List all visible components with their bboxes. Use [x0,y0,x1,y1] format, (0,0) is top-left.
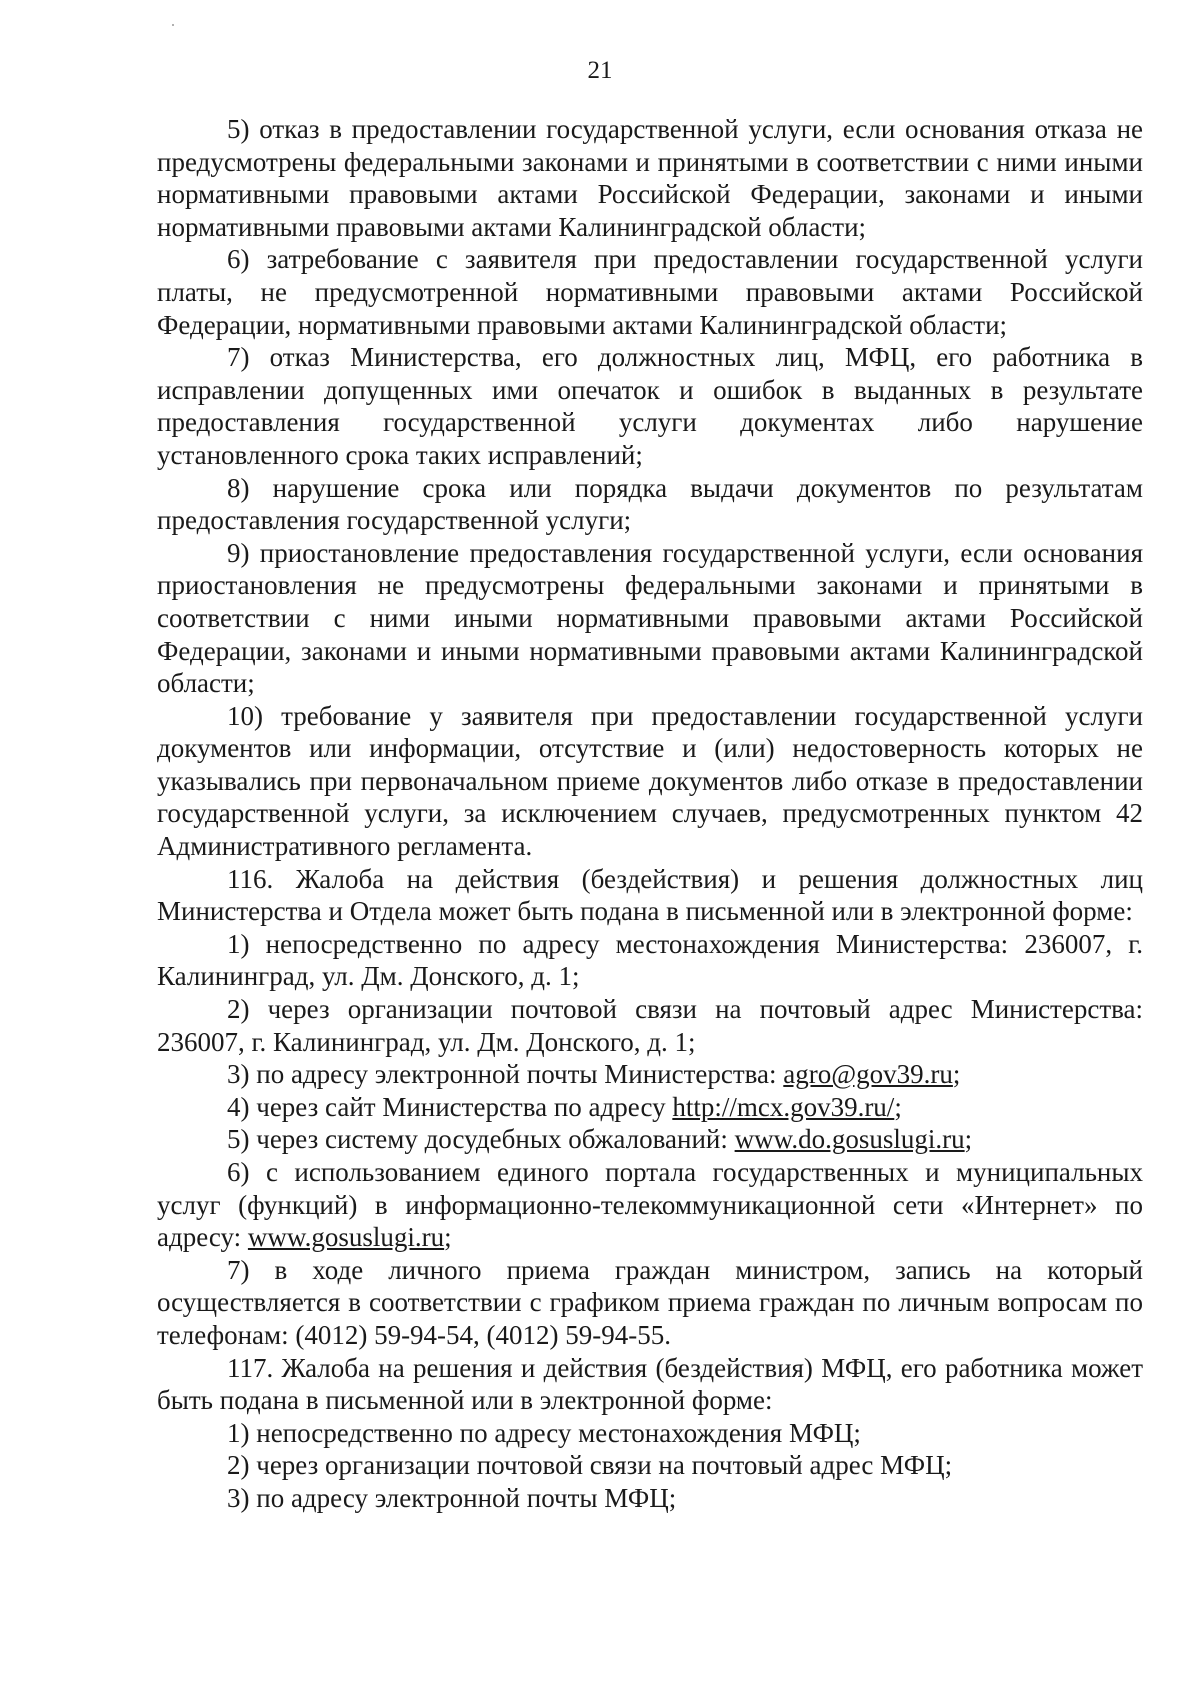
paragraph-text: 2) через организации почтовой связи на почтовый адрес МФЦ; [227,1450,953,1481]
paragraph-text: 116. Жалоба на действия (бездействия) и решения должностных лиц Министерства и Отдела может быть подана в письменной или в электронной форме: [157,863,1143,927]
paragraph-116-item-6 [157,1156,1143,1254]
paragraph-text: 2) через организации почтовой связи на почтовый адрес Министерства: 236007, г. Калининград, ул. Дм. Донского, д. 1; [157,994,1143,1057]
do-gosuslugi-link[interactable]: www.do.gosuslugi.ru [734,1124,965,1155]
paragraph-117-item-2 [157,1449,1143,1482]
gosuslugi-link[interactable]: www.gosuslugi.ru [247,1222,445,1253]
paragraph-suffix: ; [444,1222,452,1253]
website-link[interactable]: http://mcx.gov39.ru/ [672,1091,895,1122]
email-link[interactable]: agro@gov39.ru [783,1059,953,1090]
paragraph-117-item-3 [157,1482,1143,1515]
paragraph-suffix: ; [952,1059,961,1090]
paragraph-item-10 [157,700,1143,863]
paragraph-text: 3) по адресу электронной почты МФЦ; [227,1482,677,1513]
paragraph-text: 8) нарушение срока или порядка выдачи документов по результатам предоставления государственной услуги; [157,472,1143,536]
paragraph-116-item-7 [157,1254,1143,1352]
paragraph-item-7 [157,341,1143,471]
paragraph-text: 6) с использованием единого портала государственных и муниципальных услуг (функций) в информационно-телекоммуникационной сети «Интернет» по адресу: [157,1157,1143,1253]
paragraph-text: 5) через систему досудебных обжалований: [227,1124,735,1155]
paragraph-text: 117. Жалоба на решения и действия (бездействия) МФЦ, его работника может быть подана в письменной или в электронной форме: [157,1352,1143,1416]
paragraph-suffix: ; [964,1124,973,1155]
paragraph-text: 4) через сайт Министерства по адресу [227,1091,673,1122]
document-body [157,113,1143,1515]
paragraph-text: 5) отказ в предоставлении государственной услуги, если основания отказа не предусмотрены федеральными законами и принятыми в соответствии с ними иными нормативными правовыми актами Российской Федерации, законами и иными нормативными правовыми актами Калининградской области; [157,114,1143,242]
paragraph-suffix: ; [894,1091,902,1122]
paragraph-117-item-1 [157,1417,1143,1450]
paragraph-text: 3) по адресу электронной почты Министерства: [227,1059,784,1090]
paragraph-116-item-1 [157,928,1143,993]
paragraph-text: 10) требование у заявителя при предоставлении государственной услуги документов или информации, отсутствие и (или) недостоверность которых не указывались при первоначальном приеме документов либо отказе в предоставлении государственной услуги, за исключением случаев, предусмотренных пунктом 42 Административного регламента. [157,700,1143,862]
paragraph-text: 9) приостановление предоставления государственной услуги, если основания приостановления не предусмотрены федеральными законами и принятыми в соответствии с ними иными нормативными правовыми актами Российской Федерации, законами и иными нормативными правовыми актами Калининградской области; [157,537,1143,699]
paragraph-116-item-2 [157,993,1143,1058]
paragraph-item-8 [157,472,1143,537]
page-number: 21 [587,57,613,84]
paragraph-item-5 [157,113,1143,243]
paragraph-text: 1) непосредственно по адресу местонахождения МФЦ; [227,1417,861,1448]
paragraph-item-6 [157,243,1143,341]
paragraph-116-item-4 [157,1091,1143,1124]
paragraph-item-9 [157,537,1143,700]
paragraph-section-116 [157,863,1143,928]
paragraph-116-item-5 [157,1123,1143,1156]
paragraph-116-item-3 [157,1058,1143,1091]
paragraph-text: 1) непосредственно по адресу местонахождения Министерства: 236007, г. Калининград, ул. Дм. Донского, д. 1; [157,928,1143,992]
paragraph-text: 7) отказ Министерства, его должностных лиц, МФЦ, его работника в исправлении допущенных ими опечаток и ошибок в выданных в результате предоставления государственной услуги документах либо нарушение установленного срока таких исправлений; [157,342,1143,470]
paragraph-section-117 [157,1352,1143,1417]
scan-speck [172,24,174,26]
paragraph-text: 6) затребование с заявителя при предоставлении государственной услуги платы, не предусмотренной нормативными правовыми актами Российской Федерации, нормативными правовыми актами Калининградской области; [157,244,1143,340]
paragraph-text: 7) в ходе личного приема граждан министром, запись на который осуществляется в соответствии с графиком приема граждан по личным вопросам по телефонам: (4012) 59-94-54, (4012) 59-94-55. [157,1254,1143,1350]
